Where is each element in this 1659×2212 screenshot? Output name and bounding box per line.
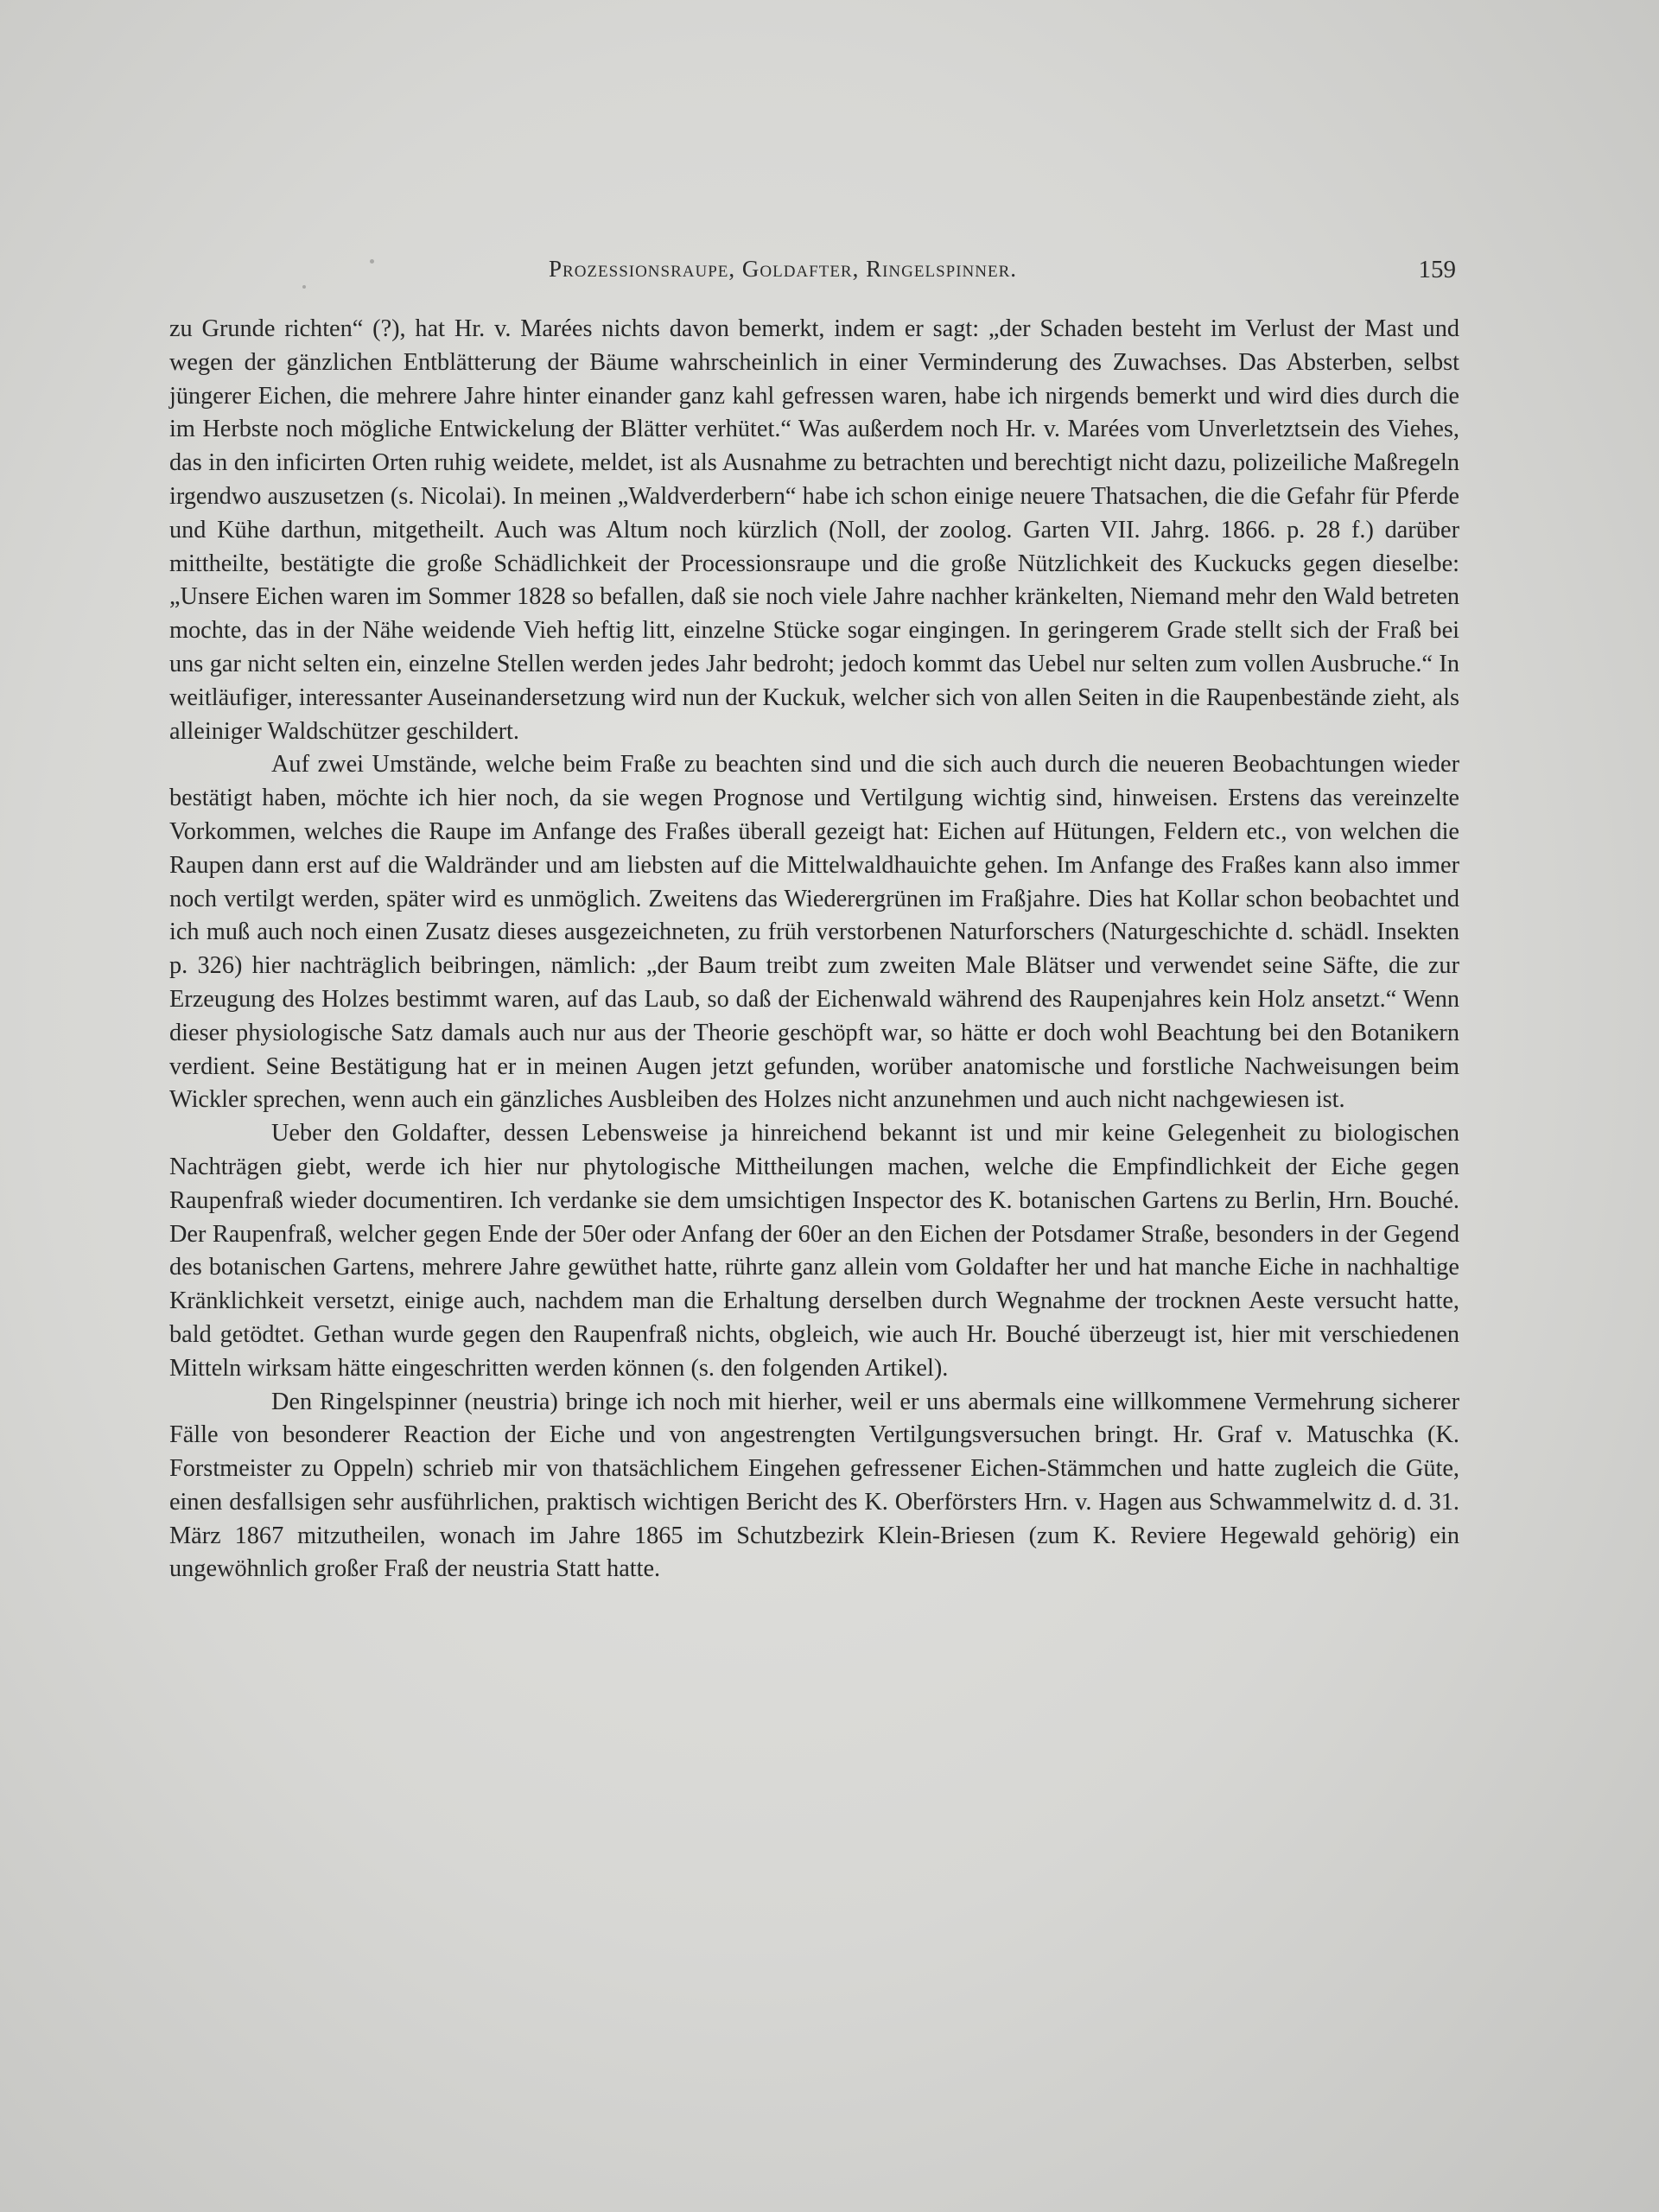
paragraph: Den Ringelspinner (neustria) bringe ich noch mit hierher, weil er uns abermals eine willkommene Vermehrung sicherer Fälle von besonderer Reaction der Eiche und von angestrengten Vertilgungsversuchen bringt. Hr. Graf v. Matuschka (K. Forstmeister zu Oppeln) schrieb mir von thatsächlichem Eingehen gefressener Eichen-Stämmchen und hatte zugleich die Güte, einen desfallsigen sehr ausführlichen, praktisch wichtigen Bericht des K. Oberförsters Hrn. v. Hagen aus Schwammelwitz d. d. 31. März 1867 mitzutheilen, wonach im Jahre 1865 im Schutzbezirk Klein-Briesen (zum K. Reviere Hegewald gehörig) ein ungewöhnlich großer Fraß der neustria Statt hatte. bbox=[169, 1388, 1459, 1583]
ink-spot bbox=[370, 259, 374, 264]
paragraph: zu Grunde richten“ (?), hat Hr. v. Marées nichts davon bemerkt, indem er sagt: „der Schaden besteht im Verlust der Mast und wegen der gänzlichen Entblätterung der Bäume wahrscheinlich in einer Verminderung des Zuwachses. Das Absterben, selbst jüngerer Eichen, die mehrere Jahre hinter einander ganz kahl gefressen waren, habe ich nirgends bemerkt und wird dies durch die im Herbste noch mögliche Entwickelung der Blätter verhütet.“ Was außerdem noch Hr. v. Marées vom Unverletztsein des Viehes, das in den inficirten Orten ruhig weidete, meldet, ist als Ausnahme zu betrachten und berechtigt nicht dazu, polizeiliche Maßregeln irgendwo auszusetzen (s. Nicolai). In meinen „Waldverderbern“ habe ich schon einige neuere Thatsachen, die die Gefahr für Pferde und Kühe darthun, mitgetheilt. Auch was Altum noch kürzlich (Noll, der zoolog. Garten VII. Jahrg. 1866. p. 28 f.) darüber mittheilte, bestätigte die große Schädlichkeit der Processionsraupe und die große Nützlichkeit des Kuckucks gegen dieselbe: „Unsere Eichen waren im Sommer 1828 so befallen, daß sie noch viele Jahre nachher kränkelten, Niemand mehr den Wald betreten mochte, das in der Nähe weidende Vieh heftig litt, einzelne Stücke sogar eingingen. In geringerem Grade stellt sich der Fraß bei uns gar nicht selten ein, einzelne Stellen werden jedes Jahr bedroht; jedoch kommt das Uebel nur selten zum vollen Ausbruche.“ In weitläufiger, interessanter Auseinandersetzung wird nun der Kuckuk, welcher sich von allen Seiten in die Raupenbestände zieht, als alleiniger Waldschützer geschildert. bbox=[169, 315, 1459, 745]
ink-spot bbox=[302, 285, 306, 289]
paragraph: Ueber den Goldafter, dessen Lebensweise ja hinreichend bekannt ist und mir keine Gelegenheit zu biologischen Nachträgen giebt, werde ich hier nur phytologische Mittheilungen machen, welche die Empfindlichkeit der Eiche gegen Raupenfraß wieder documentiren. Ich verdanke sie dem umsichtigen Inspector des K. botanischen Gartens zu Berlin, Hrn. Bouché. Der Raupenfraß, welcher gegen Ende der 50er oder Anfang der 60er an den Eichen der Potsdamer Straße, besonders in der Gegend des botanischen Gartens, mehrere Jahre gewüthet hatte, rührte ganz allein vom Goldafter her und hat manche Eiche in nachhaltige Kränklichkeit versetzt, einige auch, nachdem man die Erhaltung derselben durch Wegnahme der trocknen Aeste versucht hatte, bald getödtet. Gethan wurde gegen den Raupenfraß nichts, obgleich, wie auch Hr. Bouché überzeugt ist, hier mit verschiedenen Mitteln wirksam hätte eingeschritten werden können (s. den folgenden Artikel). bbox=[169, 1120, 1459, 1382]
paragraph: Auf zwei Umstände, welche beim Fraße zu beachten sind und die sich auch durch die neueren Beobachtungen wieder bestätigt haben, möchte ich hier noch, da sie wegen Prognose und Vertilgung wichtig sind, hinweisen. Erstens das vereinzelte Vorkommen, welches die Raupe im Anfange des Fraßes überall gezeigt hat: Eichen auf Hütungen, Feldern etc., von welchen die Raupen dann erst auf die Waldränder und am liebsten auf die Mittelwaldhauichte gehen. Im Anfange des Fraßes kann also immer noch vertilgt werden, später wird es unmöglich. Zweitens das Wiederergrünen im Fraßjahre. Dies hat Kollar schon beobachtet und ich muß auch noch einen Zusatz dieses ausgezeichneten, zu früh verstorbenen Naturforschers (Naturgeschichte d. schädl. Insekten p. 326) hier nachträglich beibringen, nämlich: „der Baum treibt zum zweiten Male Blätser und verwendet seine Säfte, die zur Erzeugung des Holzes bestimmt waren, auf das Laub, so daß der Eichenwald während des Raupenjahres kein Holz ansetzt.“ Wenn dieser physiologische Satz damals auch nur aus der Theorie geschöpft war, so hätte er doch wohl Beachtung bei den Botanikern verdient. Seine Bestätigung hat er in meinen Augen jetzt gefunden, worüber anatomische und forstliche Nachweisungen beim Wickler sprechen, wenn auch ein gänzliches Ausbleiben des Holzes nicht anzunehmen und auch nicht nachgewiesen ist. bbox=[169, 751, 1459, 1114]
page-number: 159 bbox=[1418, 256, 1456, 283]
running-head bbox=[549, 256, 1456, 290]
running-title: Prozessionsraupe, Goldafter, Ringelspinner. bbox=[549, 256, 1018, 282]
body-text bbox=[169, 313, 1459, 1586]
